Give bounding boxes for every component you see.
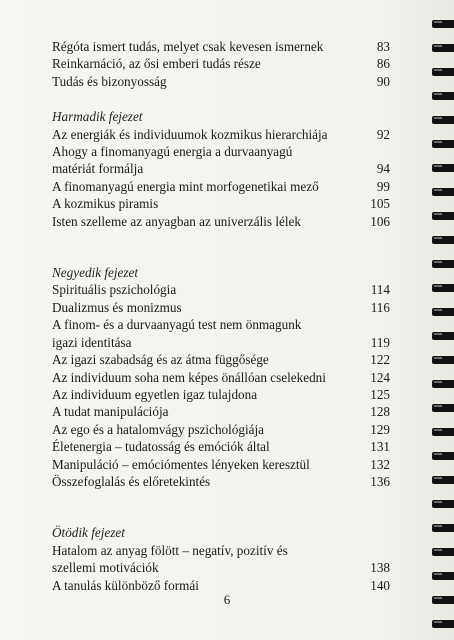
toc-entry — [52, 421, 390, 438]
toc-entry — [52, 316, 390, 333]
toc-entry-title: matériát formálja — [52, 161, 144, 177]
binding-ring — [432, 452, 454, 460]
toc-entry — [52, 38, 390, 55]
binding-ring — [432, 380, 454, 388]
toc-entry-title: A tanulás különböző formái — [52, 577, 199, 593]
binding-ring — [432, 428, 454, 436]
toc-entry-page: 105 — [370, 196, 390, 212]
toc-entry-title: Az individuum egyetlen igaz tulajdona — [52, 386, 258, 402]
binding-ring — [432, 572, 454, 580]
binding-ring — [432, 500, 454, 508]
toc-entry-page: 131 — [370, 439, 390, 455]
toc-entry-page: 94 — [376, 161, 390, 177]
toc-entry — [52, 73, 390, 90]
toc-entry-title: Az energiák és individuumok kozmikus hierarchiája — [52, 126, 328, 142]
toc-entry-title: Tudás és bizonyosság — [52, 73, 167, 89]
binding-ring — [432, 164, 454, 172]
toc-entry — [52, 281, 390, 298]
toc-entry-page: 129 — [370, 421, 390, 437]
toc-entry-title: Összefoglalás és előretekintés — [52, 473, 211, 489]
toc-entry-title: Ahogy a finomanyagú energia a durvaanyagú — [52, 144, 293, 160]
binding-ring — [432, 260, 454, 268]
chapter-heading: Ötödik fejezet — [52, 525, 125, 541]
binding-ring — [432, 332, 454, 340]
toc-entry-title: szellemi motivációk — [52, 560, 159, 576]
binding-ring — [432, 20, 454, 28]
toc-entry-page: 114 — [370, 282, 390, 298]
binding-ring — [432, 140, 454, 148]
binding-ring — [432, 620, 454, 628]
binding-ring — [432, 548, 454, 556]
toc-entry-page: 83 — [376, 39, 390, 54]
toc-entry-page: 92 — [376, 126, 390, 142]
toc-entry-title: Isten szelleme az anyagban az univerzális lélek — [52, 213, 301, 229]
toc-entry — [52, 456, 390, 473]
toc-entry-title: Régóta ismert tudás, melyet csak kevesen ismernek — [52, 39, 324, 54]
toc-entry-page: 125 — [370, 386, 390, 402]
toc-entry — [52, 559, 390, 576]
toc-entry-page: 86 — [376, 56, 390, 72]
toc-entry — [52, 195, 390, 212]
toc-entry-title: A kozmikus piramis — [52, 196, 159, 212]
toc-entry — [52, 386, 390, 403]
toc-entry-page: 132 — [370, 456, 390, 472]
toc-entry-title: Spirituális pszichológia — [52, 282, 177, 298]
toc-entry-page: 90 — [376, 73, 390, 89]
toc-entry — [52, 178, 390, 195]
toc-entry — [52, 299, 390, 316]
binding-ring — [432, 596, 454, 604]
toc-entry — [52, 369, 390, 386]
page-number: 6 — [223, 592, 231, 607]
toc-entry-title: Reinkarnáció, az ősi emberi tudás része — [52, 56, 261, 72]
toc-entry-title: Az individuum soha nem képes önállóan cselekedni — [52, 369, 326, 385]
binding-ring — [432, 44, 454, 52]
toc-entry-title: A finom- és a durvaanyagú test nem önmagunk — [52, 317, 302, 333]
toc-entry-page: 116 — [370, 299, 390, 315]
toc-entry-page: 128 — [370, 404, 390, 420]
toc-entry-title: igazi identitása — [52, 334, 132, 350]
toc-entry-page: 122 — [370, 352, 390, 368]
toc-entry — [52, 334, 390, 351]
chapter-heading: Harmadik fejezet — [52, 109, 143, 125]
chapter-heading: Negyedik fejezet — [52, 265, 139, 281]
toc-entry-page: 124 — [370, 369, 390, 385]
toc-entry — [52, 143, 390, 160]
binding-ring — [432, 524, 454, 532]
binding-ring — [432, 116, 454, 124]
toc-entry-title: Az ego és a hatalomvágy pszichológiája — [52, 421, 265, 437]
binding-ring — [432, 404, 454, 412]
toc-entry-title: Életenergia – tudatosság és emóciók által — [52, 439, 270, 455]
binding-ring — [432, 92, 454, 100]
binding-ring — [432, 356, 454, 364]
toc-entry-title: A tudat manipulációja — [52, 404, 169, 420]
binding-ring — [432, 476, 454, 484]
spiral-binding — [430, 0, 454, 640]
binding-ring — [432, 236, 454, 244]
binding-ring — [432, 68, 454, 76]
toc-entry-page: 106 — [370, 213, 390, 229]
binding-ring — [432, 212, 454, 220]
binding-ring — [432, 284, 454, 292]
toc-entry — [52, 438, 390, 455]
table-of-contents — [52, 38, 390, 594]
binding-ring — [432, 188, 454, 196]
toc-entry-title: Dualizmus és monizmus — [52, 299, 182, 315]
toc-entry — [52, 126, 390, 143]
toc-entry-page: 136 — [370, 473, 390, 489]
binding-ring — [432, 308, 454, 316]
toc-entry-page: 99 — [376, 178, 390, 194]
toc-entry-title: Hatalom az anyag fölött – negatív, pozitív és — [52, 542, 288, 558]
toc-entry — [52, 213, 390, 230]
toc-entry-title: A finomanyagú energia mint morfogenetikai mező — [52, 178, 319, 194]
toc-entry — [52, 160, 390, 177]
toc-entry — [52, 403, 390, 420]
toc-entry-page: 138 — [370, 560, 390, 576]
toc-entry — [52, 351, 390, 368]
toc-entry-page: 119 — [370, 334, 390, 350]
toc-entry — [52, 542, 390, 559]
toc-entry — [52, 473, 390, 490]
toc-entry — [52, 55, 390, 72]
toc-entry-page: 140 — [370, 577, 390, 593]
toc-entry-title: Manipuláció – emóciómentes lényeken keresztül — [52, 456, 310, 472]
toc-entry-title: Az igazi szabadság és az átma függősége — [52, 352, 269, 368]
